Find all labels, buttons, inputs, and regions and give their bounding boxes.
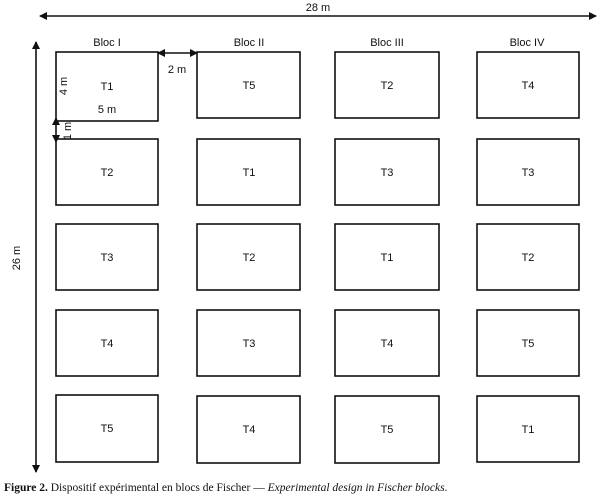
plot-label: T2 xyxy=(380,80,394,92)
plot-gap-label: 1 m xyxy=(62,121,74,141)
total-height-label: 26 m xyxy=(11,245,23,271)
plot-label: T4 xyxy=(521,80,535,92)
plot-label: T1 xyxy=(521,424,535,436)
plot-label: T2 xyxy=(100,167,114,179)
plot-label: T3 xyxy=(100,252,114,264)
caption-end: . xyxy=(444,482,448,494)
caption-text-fr: Dispositif expérimental en blocs de Fischer — xyxy=(47,482,268,494)
figure-caption xyxy=(4,482,596,494)
plot-label: T5 xyxy=(380,424,394,436)
plot-label: T4 xyxy=(100,338,114,350)
plot-label: T3 xyxy=(242,338,256,350)
figure-number: Figure 2. xyxy=(4,482,48,494)
plot-label: T1 xyxy=(100,81,114,93)
plot-label: T5 xyxy=(100,423,114,435)
plot-width-label: 5 m xyxy=(97,104,117,116)
block-label-3: Bloc III xyxy=(370,37,404,49)
block-label-1: Bloc I xyxy=(93,37,121,49)
total-width-label: 28 m xyxy=(305,2,331,14)
plot-label: T3 xyxy=(521,167,535,179)
plot-label: T5 xyxy=(242,80,256,92)
plot-height-label: 4 m xyxy=(58,76,70,96)
plot-label: T4 xyxy=(380,338,394,350)
caption-text-en: Experimental design in Fischer blocks xyxy=(267,482,445,494)
plot-label: T5 xyxy=(521,338,535,350)
plot-label: T1 xyxy=(380,252,394,264)
block-gap-label: 2 m xyxy=(167,64,187,76)
plot-label: T2 xyxy=(242,252,256,264)
block-label-2: Bloc II xyxy=(233,37,265,49)
plot-label: T4 xyxy=(242,424,256,436)
plot-label: T1 xyxy=(242,167,256,179)
block-label-4: Bloc IV xyxy=(509,37,545,49)
plot-label: T2 xyxy=(521,252,535,264)
plot-label: T3 xyxy=(380,167,394,179)
